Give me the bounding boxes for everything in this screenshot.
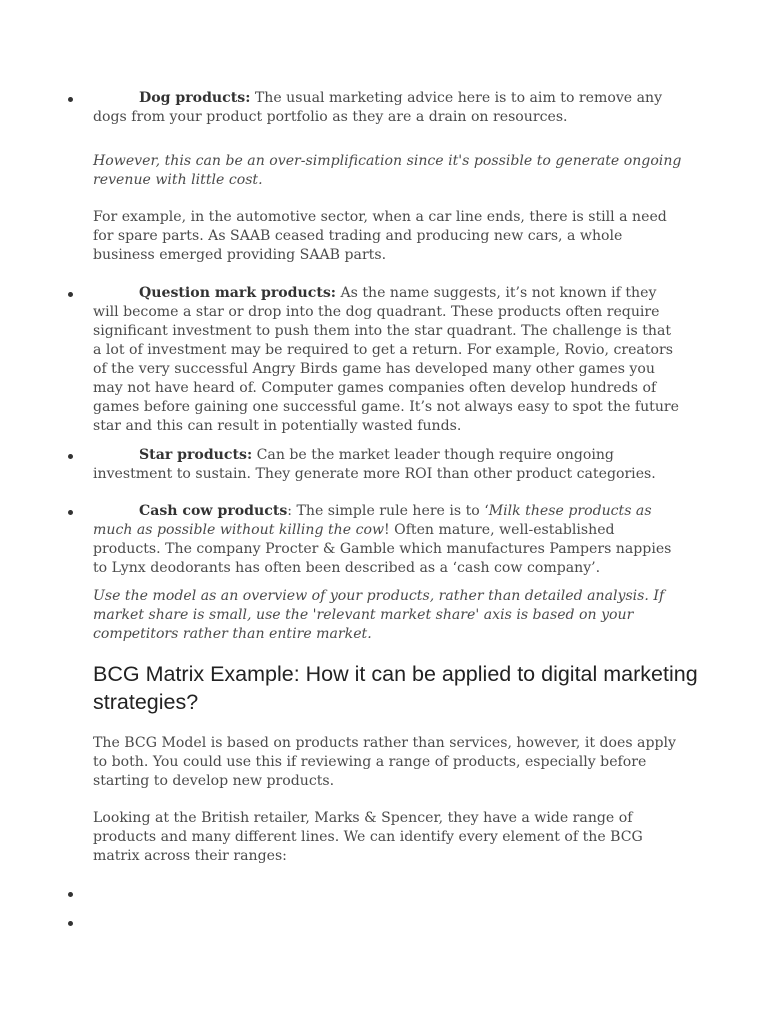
dog-products-text: The usual marketing advice here is to aim to remove any dogs from your product portfolio as they are a drain on resources. bbox=[93, 90, 663, 125]
bullet-dot bbox=[68, 891, 76, 899]
bullet-dog-text bbox=[93, 89, 683, 127]
model-italic-note: Use the model as an overview of your products, rather than detailed analysis. If market share is small, use the 'relevant market share' axis is based on your competitors rather than entire market. bbox=[93, 588, 665, 642]
dog-example-paragraph: For example, in the automotive sector, when a car line ends, there is still a need for spare parts. As SAAB ceased trading and producing new cars, a whole business emerged providing SAAB parts. bbox=[93, 209, 667, 263]
dog-italic-note: However, this can be an over-simplification since it's possible to generate ongoing revenue with little cost. bbox=[93, 153, 682, 188]
bullet-star-text bbox=[93, 446, 683, 484]
question-mark-products-label: Question mark products: bbox=[139, 285, 336, 301]
bullet-question-text bbox=[93, 284, 683, 436]
bullet-dot bbox=[68, 509, 76, 517]
bcg-model-paragraph: The BCG Model is based on products rather than services, however, it does apply to both. You could use this if reviewing a range of products, especially before starting to develop new products. bbox=[93, 735, 676, 789]
question-mark-products-text: As the name suggests, it’s not known if they will become a star or drop into the dog quadrant. These products often require significant investment to push them into the star quadrant. The challenge is that a lot of investment may be required to get a return. For example, Rovio, creators of the very successful Angry Birds game has developed many other games you may not have heard of. Computer games companies often develop hundreds of games before gaining one successful game. It’s not always easy to spot the future star and this can result in potentially wasted funds. bbox=[93, 285, 679, 434]
bullet-dot bbox=[68, 291, 76, 299]
dog-products-label: Dog products: bbox=[139, 90, 251, 106]
bullet-dot bbox=[68, 453, 76, 461]
bullet-cashcow-text bbox=[93, 502, 683, 578]
cash-cow-products-label: Cash cow products bbox=[139, 503, 288, 519]
cash-cow-italic-quote: Milk these products as much as possible without killing the cow bbox=[93, 503, 652, 538]
star-products-label: Star products: bbox=[139, 447, 253, 463]
section-heading: BCG Matrix Example: How it can be applied to digital marketing strategies? bbox=[93, 662, 698, 714]
marks-spencer-paragraph: Looking at the British retailer, Marks & Spencer, they have a wide range of products and many different lines. We can identify every element of the BCG matrix across their ranges: bbox=[93, 810, 643, 864]
cash-cow-text-a: : The simple rule here is to ‘ bbox=[287, 503, 489, 519]
star-products-text: Can be the market leader though require ongoing investment to sustain. They generate more ROI than other product categories. bbox=[93, 447, 656, 482]
bullet-dot bbox=[68, 96, 76, 104]
cash-cow-text-b: ! Often mature, well-established products. The company Procter & Gamble which manufactures Pampers nappies to Lynx deodorants has often been described as a ‘cash cow company’. bbox=[93, 522, 672, 576]
bullet-dot bbox=[68, 920, 76, 928]
